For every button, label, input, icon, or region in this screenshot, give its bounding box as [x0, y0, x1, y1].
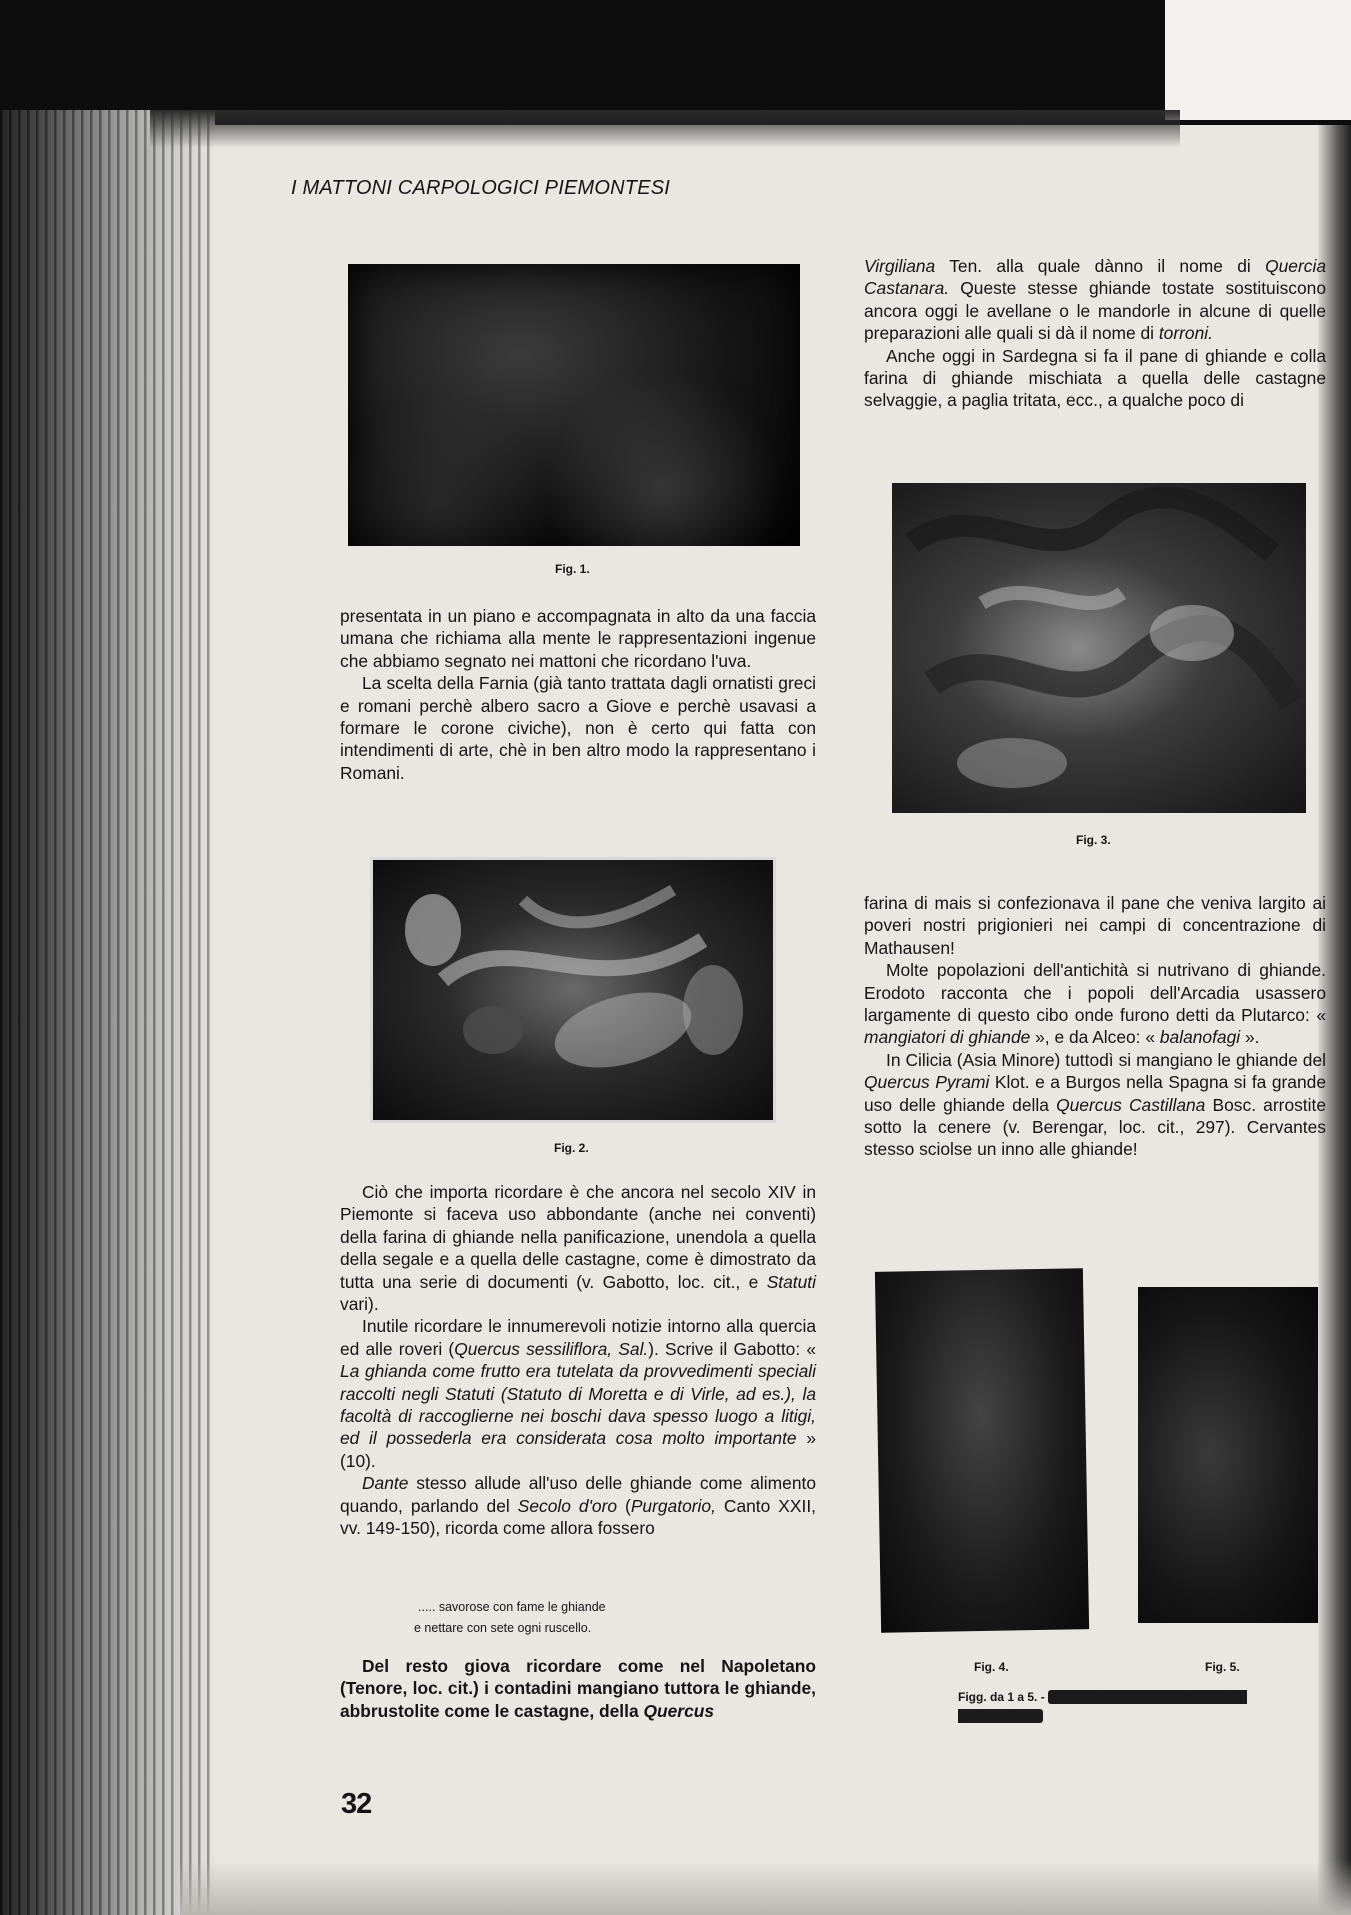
- fig1-caption: Fig. 1.: [555, 562, 590, 576]
- figs-caption-lead: Figg. da 1 a 5. -: [958, 1690, 1045, 1704]
- fig2-caption: Fig. 2.: [554, 1141, 589, 1155]
- figs-caption-rest: Mattoni con ghiande della Quercus pedunculata L.: [958, 1690, 1248, 1723]
- bottom-shade: [180, 1860, 1351, 1915]
- dante-quotation: [414, 1597, 606, 1639]
- quote-line: ..... savorose con fame le ghiande: [418, 1600, 606, 1614]
- top-right-light-corner: [1165, 0, 1351, 120]
- page-number: 32: [341, 1788, 372, 1820]
- paragraph: presentata in un piano e accompagnata in alto da una faccia umana che richiama alla mente le rappresentazioni ingenue che abbiamo segnato nei mattoni che ricordano l'uva.: [340, 606, 816, 671]
- running-head: I MATTONI CARPOLOGICI PIEMONTESI: [291, 177, 671, 199]
- paragraph: La scelta della Farnia (già tanto trattata dagli ornatisti greci e romani perchè albero sacro a Giove e perchè usavasi a formare le corone civiche), non è certo qui fatta con intendimenti di arte, chè in ben altro modo la rappresentano i Romani.: [340, 673, 816, 783]
- paragraph: Del resto giova ricordare come nel Napoletano (Tenore, loc. cit.) i contadini mangiano tuttora le ghiande, abbrustolite come le castagne, della Quercus: [340, 1656, 816, 1721]
- right-column-middle-text: [864, 892, 1326, 1161]
- binding-gutter-lines: [0, 110, 215, 1915]
- fig4-caption: Fig. 4.: [974, 1660, 1009, 1674]
- paragraph: In Cilicia (Asia Minore) tuttodì si mangiano le ghiande del Quercus Pyrami Klot. e a Burgos nella Spagna si fa grande uso delle ghiande della Quercus Castillana Bosc. arrostite sotto la cenere (v. Berengar, loc. cit., 297). Cervantes stesso sciolse un inno alle ghiande!: [864, 1049, 1327, 1160]
- paragraph: Virgiliana Ten. alla quale dànno il nome di Quercia Castanara. Queste stesse ghiande tostate sostituiscono ancora oggi le avellane o le mandorle in alcune di quelle preparazioni alle quali si dà il nome di torroni.: [864, 256, 1326, 344]
- fig4-photo: [875, 1268, 1089, 1633]
- quote-line: e nettare con sete ogni ruscello.: [414, 1621, 592, 1635]
- fig5-caption: Fig. 5.: [1205, 1660, 1240, 1674]
- right-column-top-text: [864, 255, 1326, 412]
- paragraph: Inutile ricordare le innumerevoli notizie intorno alla quercia ed alle roveri (Quercus sessiliflora, Sal.). Scrive il Gabotto: « La ghianda come frutto era tutelata da provvedimenti speciali raccolti negli Statuti (Statuto di Moretta e di Virle, ad es.), la facoltà di raccoglierne nei boschi dava spesso luogo a litigi, ed il possederla era considerata cosa molto importante » (10).: [340, 1316, 817, 1471]
- paragraph: Anche oggi in Sardegna si fa il pane di ghiande e colla farina di ghiande mischiata a quella delle castagne selvaggie, a paglia tritata, ecc., a qualche poco di: [864, 345, 1326, 411]
- paragraph: Dante stesso allude all'uso delle ghiande come alimento quando, parlando del Secolo d'oro (Purgatorio, Canto XXII, vv. 149-150), ricorda come allora fossero: [340, 1473, 816, 1539]
- paragraph: Ciò che importa ricordare è che ancora nel secolo XIV in Piemonte si faceva uso abbondante (anche nei conventi) della farina di ghiande nella panificazione, unendola a quella della segale e a quella delle castagne, come è dimostrato da tutta una serie di documenti (v. Gabotto, loc. cit., e Statuti vari).: [340, 1182, 816, 1315]
- fig3-photo: [892, 483, 1306, 813]
- fig1-photo: [348, 264, 800, 546]
- fig3-caption: Fig. 3.: [1076, 833, 1111, 847]
- paragraph: Molte popolazioni dell'antichità si nutrivano di ghiande. Erodoto racconta che i popoli dell'Arcadia usassero largamente di questo cibo onde furono detti da Plutarco: « mangiatori di ghiande », e da Alceo: « balanofagi ».: [864, 960, 1326, 1048]
- top-dark-band: [0, 0, 1351, 125]
- left-column-middle-text: [340, 605, 816, 784]
- top-shadow: [150, 110, 1180, 148]
- fig5-photo: [1138, 1287, 1318, 1623]
- left-column-end-text: [340, 1655, 816, 1722]
- fig2-photo: [370, 857, 776, 1123]
- left-column-bottom-text: [340, 1181, 816, 1540]
- figs-1-5-caption: [958, 1688, 1298, 1726]
- paragraph: farina di mais si confezionava il pane che veniva largito ai poveri nostri prigionieri nei campi di concentrazione di Mathausen!: [864, 893, 1326, 958]
